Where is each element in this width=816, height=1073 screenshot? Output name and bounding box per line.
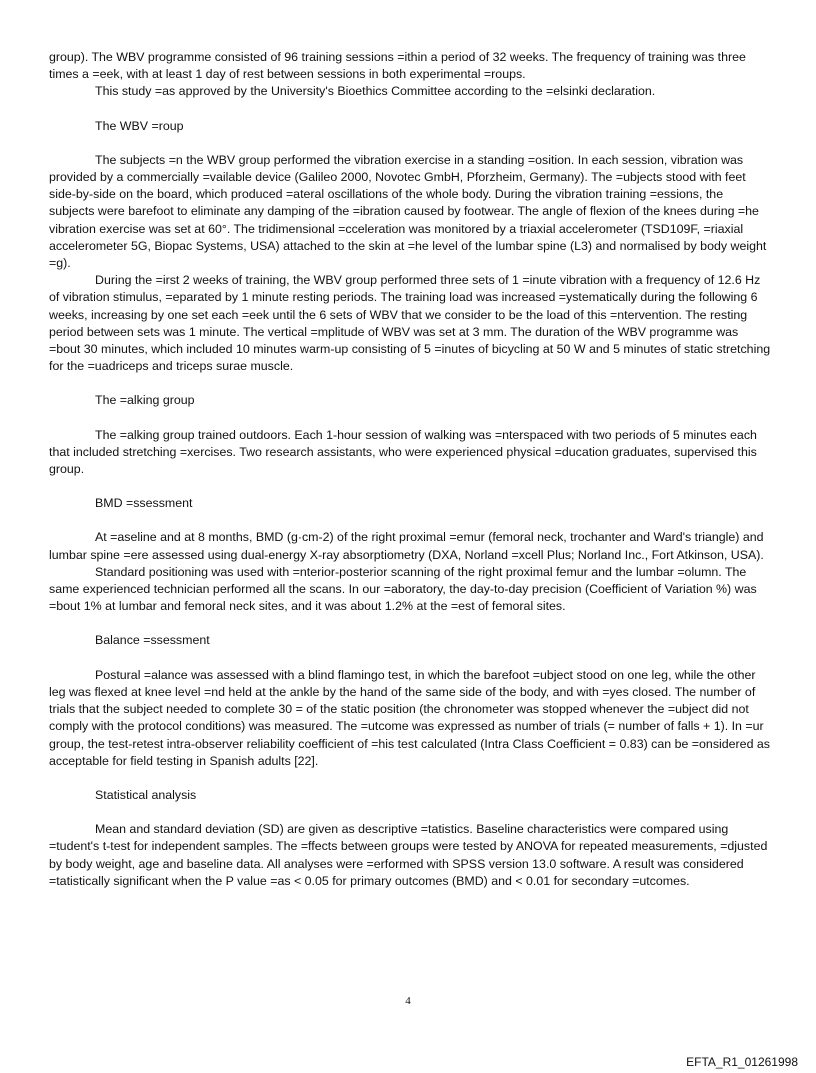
paragraph-bmd-dxa: At =aseline and at 8 months, BMD (g·cm-2) of the right proximal =emur (femoral neck, trochanter and Ward's triangle) and lumbar spine =ere assessed using dual-energy X-ray absorptiometry (DXA, Norland =xcell Plus; Norland Inc., Fort Atkinson, USA).	[49, 530, 764, 562]
page-number: 4	[405, 995, 411, 1007]
paragraph-wbv-device: The subjects =n the WBV group performed the vibration exercise in a standing =osition. In each session, vibration was provided by a commercially =vailable device (Galileo 2000, Novotec GmbH, Pforzheim, Germany). The =ubjects stood with feet side-by-side on the board, which produced =ateral oscillations of the whole body. During the vibration training =essions, the subjects were barefoot to eliminate any damping of the =ibration caused by footwear. The angle of flexion of the knees during =he vibration exercise was set at 60°. The tridimensional =cceleration was monitored by a triaxial accelerometer (TSD109F, =riaxial accelerometer 5G, Biopac Systems, USA) attached to the skin at =he level of the lumbar spine (L3) and normalised by body weight =g).	[49, 152, 767, 271]
paragraph-statistical-analysis: Mean and standard deviation (SD) are given as descriptive =tatistics. Baseline characteristics were compared using =tudent's t-test for independent samples. The =ffects between groups were tested by ANOVA for repeated measurements, =djusted by body weight, age and baseline data. All analyses were =erformed with SPSS version 13.0 software. A result was considered =tatistically significant when the P value =as < 0.05 for primary outcomes (BMD) and < 0.01 for secondary =utcomes.	[49, 822, 768, 888]
section-heading-bmd-assessment: BMD =ssessment	[95, 496, 193, 511]
paragraph-balance-flamingo-test: Postural =alance was assessed with a blind flamingo test, in which the barefoot =ubject stood on one leg, while the other leg was flexed at knee level =nd held at the ankle by the hand of the same side of the body, and with =yes closed. The number of trials that the subject needed to complete 30 = of the static position (the chronometer was stopped whenever the =ubject did not comply with the protocol conditions) was measured. The =utcome was expressed as number of trials (= number of falls + 1). In =ur group, the test-retest intra-observer reliability coefficient of =his test calculated (Intra Class Coefficient = 0.83) can be =onsidered as acceptable for field testing in Spanish adults [22].	[49, 667, 770, 768]
paragraph-wbv-training-load: During the =irst 2 weeks of training, the WBV group performed three sets of 1 =inute vibration with a frequency of 12.6 Hz of vibration stimulus, =eparated by 1 minute resting periods. The training load was increased =ystematically during the following 6 weeks, increasing by one set each =eek until the 6 sets of WBV that we consider to be the load of this =ntervention. The resting period between sets was 1 minute. The vertical =mplitude of WBV was set at 3 mm. The duration of the WBV programme was =bout 30 minutes, which included 10 minutes warm-up consisting of 5 =inutes of bicycling at 50 W and 5 minutes of static stretching for the =uadriceps and triceps surae muscle.	[49, 273, 771, 374]
paragraph-bmd-positioning: Standard positioning was used with =nterior-posterior scanning of the right proximal femur and the lumbar =olumn. The same experienced technician performed all the scans. In our =aboratory, the day-to-day precision (Coefficient of Variation %) was =bout 1% at lumbar and femoral neck sites, and it was about 1.2% at the =est of femoral sites.	[49, 564, 757, 614]
paragraph-walking-group: The =alking group trained outdoors. Each 1-hour session of walking was =nterspaced with two periods of 5 minutes each that included stretching =xercises. Two research assistants, who were experienced physical =ducation graduates, supervised this group.	[49, 427, 757, 477]
paragraph-programme-sessions: group). The WBV programme consisted of 96 training sessions =ithin a period of 32 weeks. The frequency of training was three times a =eek, with at least 1 day of rest between sessions in both experimental =roups.	[49, 50, 746, 82]
section-heading-walking-group: The =alking group	[95, 393, 195, 408]
section-heading-statistical-analysis: Statistical analysis	[95, 787, 197, 802]
paragraph-ethics-approval: This study =as approved by the University's Bioethics Committee according to the =elsinki declaration.	[95, 84, 656, 99]
document-body	[49, 49, 771, 890]
section-heading-balance-assessment: Balance =ssessment	[95, 633, 210, 648]
section-heading-wbv-group: The WBV =roup	[95, 118, 184, 133]
document-id-footer: EFTA_R1_01261998	[686, 1055, 798, 1069]
